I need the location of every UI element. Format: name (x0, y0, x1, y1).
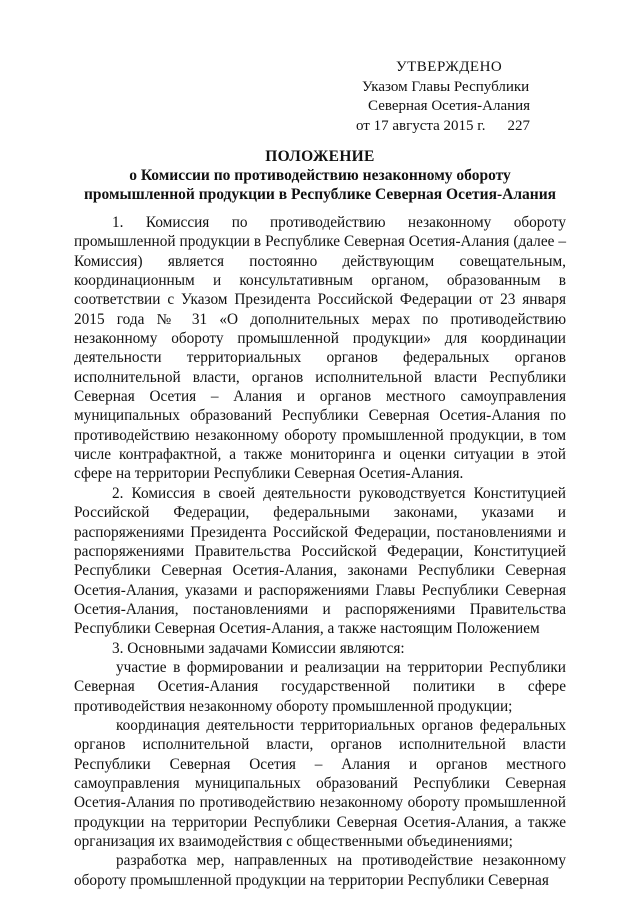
approval-stamp (340, 58, 570, 136)
task-item-3: разработка мер, направленных на противодействие незаконному обороту промышленной продукции на территории Республики Северная (74, 852, 566, 889)
approval-date: от 17 августа 2015 г. (356, 117, 486, 134)
task-item-2: координация деятельности территориальных органов федеральных органов исполнительной власти, органов исполнительной власти Республики Северная Осетия – Алания и органов местного самоуправления муниципальных образований Республики Северная Осетия-Алания по противодействию незаконному обороту промышленной продукции на территории Республики Северная Осетия-Алания, а также организация их взаимодействия с общественными объединениями; (74, 716, 566, 850)
paragraph-2: 2. Комиссия в своей деятельности руководствуется Конституцией Российской Федерации, федеральными законами, указами и распоряжениями Президента Российской Федерации, постановлениями и распоряжениями Правительства Российской Федерации, Конституцией Республики Северная Осетия-Алания, законами Республики Северная Осетия-Алания, указами и распоряжениями Главы Республики Северная Осетия-Алания, постановлениями и распоряжениями Правительства Республики Северная Осетия-Алания, а также настоящим Положением (74, 484, 566, 638)
document-body (74, 213, 566, 890)
paragraph-1: 1. Комиссия по противодействию незаконному обороту промышленной продукции в Республике Северная Осетия-Алания (далее – Комиссия) является постоянно действующим совещательным, координационным и консультативным органом, образованным в соответствии с Указом Президента Российской Федерации от 23 января 2015 года № 31 «О дополнительных мерах по противодействию незаконному обороту промышленной продукции» для координации деятельности территориальных органов федеральных органов исполнительной власти, органов исполнительной власти Республики Северная Осетия – Алания и органов местного самоуправления муниципальных образований Республики Северная Осетия-Алания по противодействию незаконному обороту промышленной продукции, в том числе контрафактной, а также мониторинга и оценки ситуации в этой сфере на территории Республики Северная Осетия-Алания. (74, 214, 566, 483)
document-heading: ПОЛОЖЕНИЕ (265, 148, 375, 165)
approval-title: УТВЕРЖДЕНО (396, 59, 503, 75)
document-subtitle-line1: о Комиссии по противодействию незаконному обороту (129, 167, 511, 184)
paragraph-3: 3. Основными задачами Комиссии являются: (112, 639, 405, 657)
approval-date-line (340, 117, 570, 137)
document-subtitle-line2: промышленной продукции в Республике Северная Осетия-Алания (83, 186, 557, 203)
task-item-1: участие в формировании и реализации на территории Республики Северная Осетия-Алания государственной политики в сфере противодействия незаконному обороту промышленной продукции; (74, 658, 566, 715)
document-title-block (60, 147, 580, 204)
approval-republic: Северная Осетия-Алания (368, 98, 531, 114)
approval-number: 227 (507, 117, 531, 134)
approval-decree: Указом Главы Республики (362, 78, 530, 95)
